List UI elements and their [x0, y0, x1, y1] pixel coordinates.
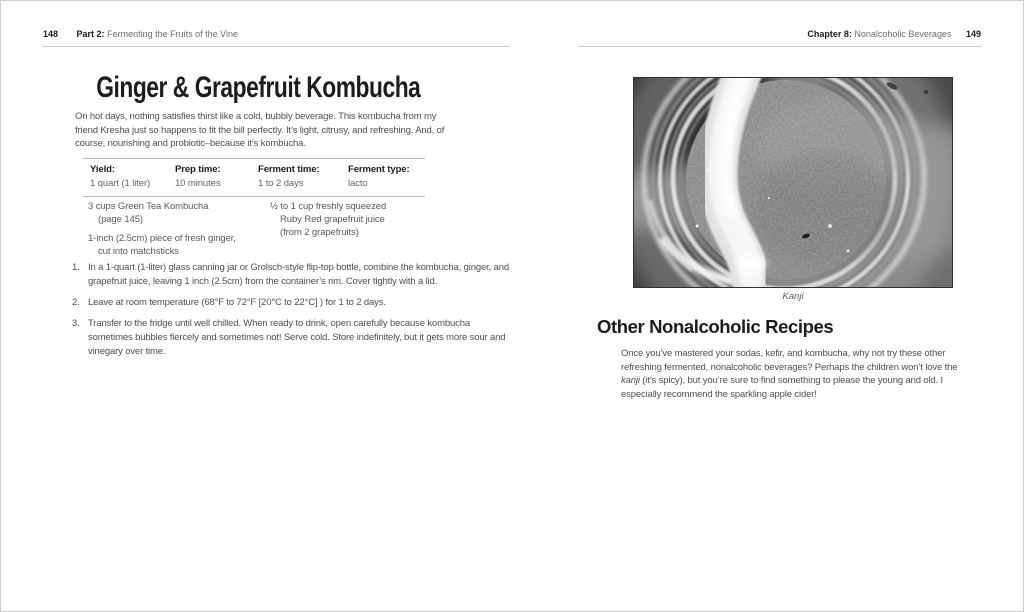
ingredient-grapefruit-juice [270, 200, 435, 239]
ingredient-line-cont: cut into matchsticks [98, 246, 179, 257]
page-number-right: 149 [965, 29, 981, 39]
part-title: Fermenting the Fruits of the Vine [107, 29, 238, 39]
meta-prep-value: 10 minutes [175, 178, 221, 189]
meta-ferment-type-value: lacto [348, 178, 368, 189]
recipe-step-2 [72, 296, 510, 310]
ingredient-line-cont: (from 2 grapefruits) [280, 227, 359, 238]
meta-yield [90, 164, 175, 189]
ingredients-column-right [270, 200, 435, 245]
part-label: Part 2: [76, 29, 105, 39]
step-number: 2. [72, 297, 80, 308]
recipe-step-3 [72, 317, 510, 359]
chapter-title: Nonalcoholic Beverages [854, 29, 952, 39]
ingredient-line-cont: (page 145) [98, 214, 143, 225]
recipe-steps [72, 261, 510, 366]
header-rule-right [578, 46, 981, 47]
meta-ferment-type [348, 164, 410, 189]
ingredient-line: 1-inch (2.5cm) piece of fresh ginger, [88, 233, 236, 244]
meta-yield-value: 1 quart (1 liter) [90, 178, 151, 189]
chapter-label: Chapter 8: [807, 29, 852, 39]
meta-yield-label: Yield: [90, 164, 115, 175]
meta-ferment-time [258, 164, 348, 189]
ingredient-line: 3 cups Green Tea Kombucha [88, 201, 209, 212]
ingredient-ginger [88, 232, 263, 258]
header-rule-left [43, 46, 510, 47]
section-paragraph-italic: kanji [621, 375, 640, 386]
step-number: 3. [72, 318, 80, 329]
running-head-right [807, 29, 981, 40]
section-heading: Other Nonalcoholic Recipes [597, 316, 834, 337]
page-number-left: 148 [43, 29, 59, 39]
recipe-meta-bar [83, 158, 425, 197]
running-head-left [43, 29, 238, 40]
photo-caption: Kanji [782, 291, 804, 302]
recipe-title-text: Ginger & Grapefruit Kombucha [95, 71, 421, 104]
step-number: 1. [72, 262, 80, 273]
meta-ferment-time-label: Ferment time: [258, 164, 320, 175]
meta-ferment-type-label: Ferment type: [348, 164, 410, 175]
section-paragraph-end: (it’s spicy), but you’re sure to find something to please the young and old. I especially recommend the sparkling apple cider! [621, 375, 944, 400]
kanji-photo [633, 77, 953, 288]
ingredient-line: ½ to 1 cup freshly squeezed [270, 201, 387, 212]
recipe-step-1 [72, 261, 510, 289]
meta-prep-label: Prep time: [175, 164, 221, 175]
ingredient-line-cont: Ruby Red grapefruit juice [280, 214, 385, 225]
section-paragraph-start: Once you’ve mastered your sodas, kefir, and kombucha, why not try these other refreshing fermented, nonalcoholic beverages? Perhaps the children won’t love the [621, 348, 958, 373]
kanji-photo-illustration [634, 78, 952, 287]
step-text: In a 1-quart (1-liter) glass canning jar or Grolsch-style flip-top bottle, combine the kombucha, ginger, and grapefruit juice, leaving 1 inch (2.5cm) from the container’s rim. Cover tightly with a lid. [88, 262, 510, 287]
step-text: Transfer to the fridge until well chilled. When ready to drink, open carefully because kombucha sometimes bubbles fiercely and sometimes not! Serve cold. Store indefinitely, but it gets more sour and vinegary over time. [88, 318, 506, 357]
section-paragraph [621, 347, 973, 401]
meta-prep-time [175, 164, 258, 189]
step-text: Leave at room temperature (68°F to 72°F [20°C to 22°C] ) for 1 to 2 days. [88, 297, 386, 308]
recipe-title [40, 71, 476, 105]
ingredients-column-left [88, 200, 263, 264]
recipe-intro: On hot days, nothing satisfies thirst like a cold, bubbly beverage. This kombucha from my friend Kresha just so happens to fit the bill perfectly. It’s light, citrusy, and refreshing. And, of course, nourishing and probiotic–because it’s kombucha. [75, 111, 445, 149]
ingredient-kombucha [88, 200, 263, 226]
meta-ferment-time-value: 1 to 2 days [258, 178, 304, 189]
